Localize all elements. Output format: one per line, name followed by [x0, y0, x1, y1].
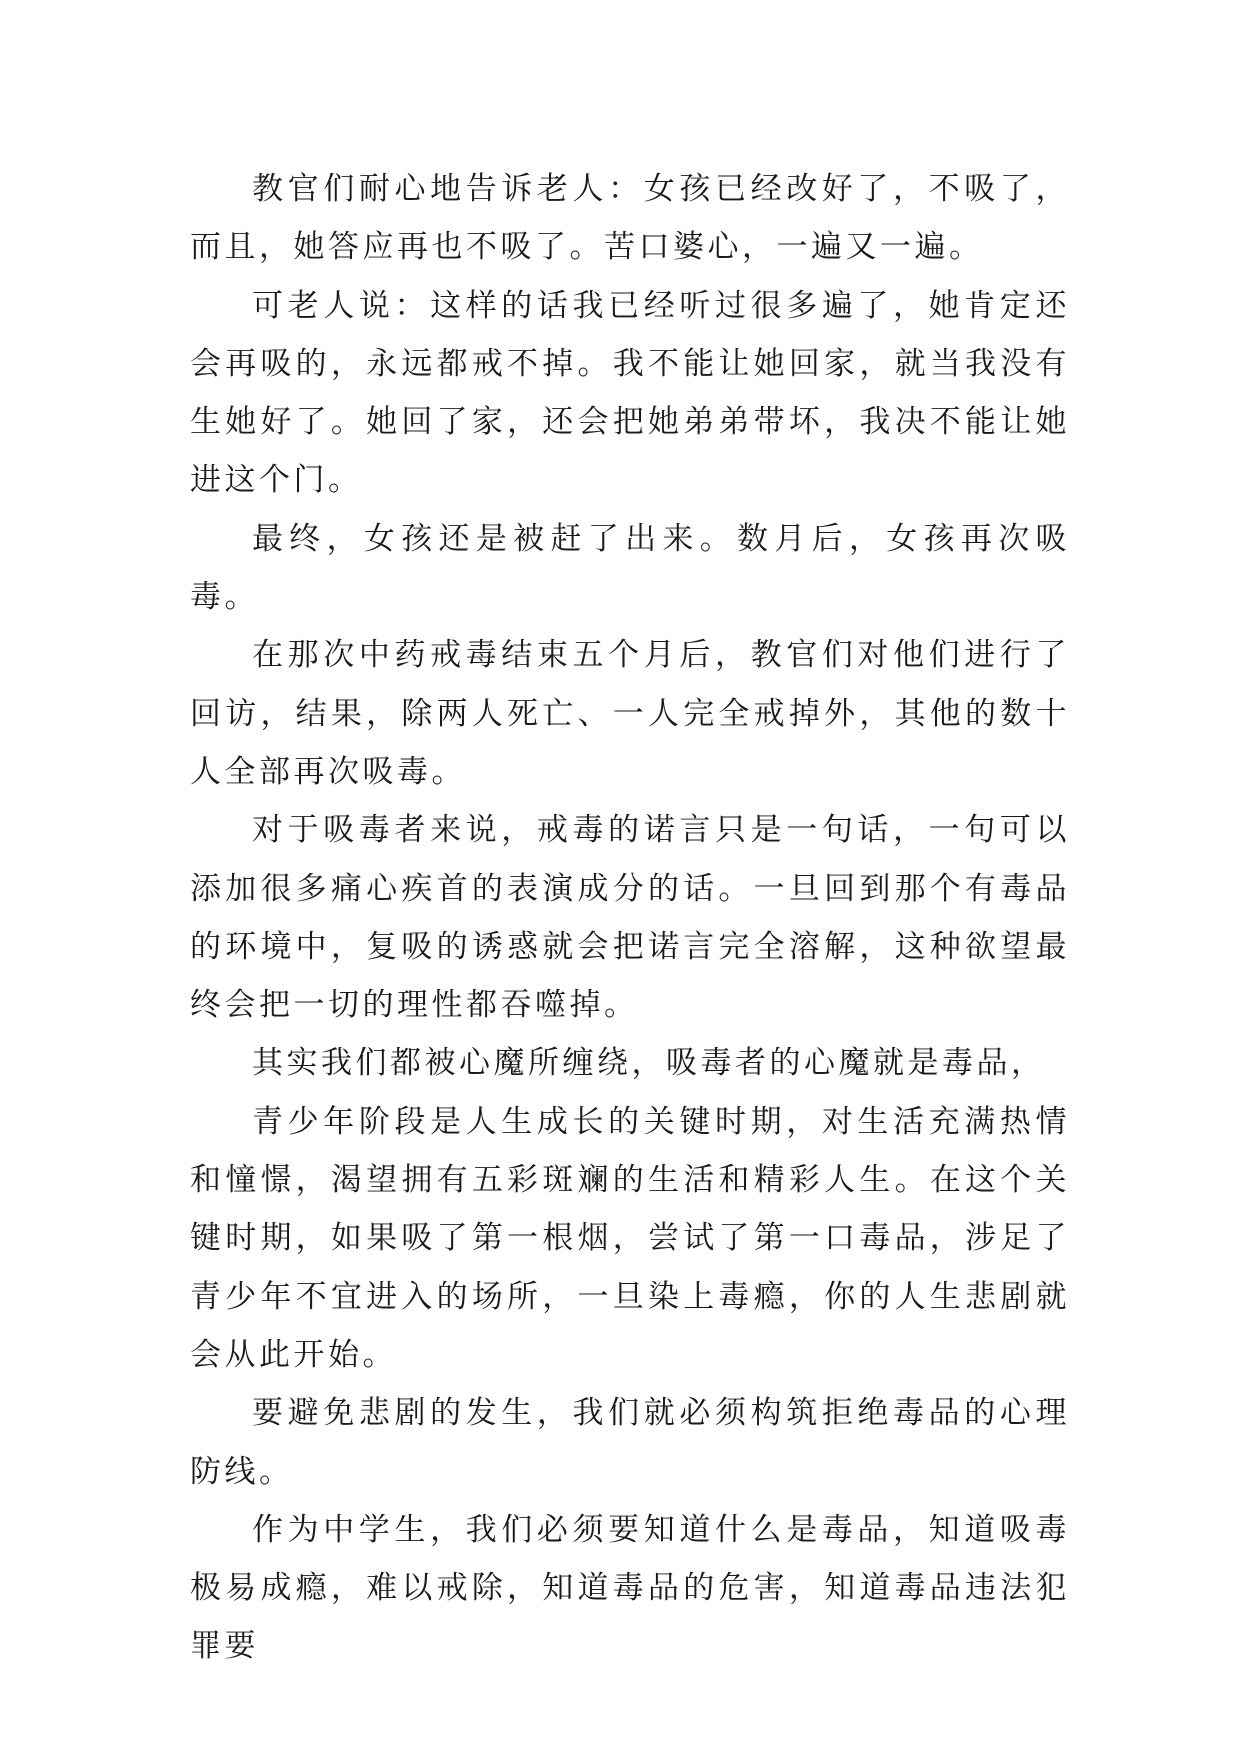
document-body — [190, 160, 1070, 1676]
paragraph-5: 对于吸毒者来说，戒毒的诺言只是一句话，一句可以添加很多痛心疾首的表演成分的话。一旦回到那个有毒品的环境中，复吸的诱惑就会把诺言完全溶解，这种欲望最终会把一切的理性都吞噬掉。 — [190, 812, 1070, 1024]
paragraph-1: 教官们耐心地告诉老人：女孩已经改好了，不吸了，而且，她答应再也不吸了。苦口婆心，一遍又一遍。 — [190, 171, 1070, 266]
paragraph-2: 可老人说：这样的话我已经听过很多遍了，她肯定还会再吸的，永远都戒不掉。我不能让她回家，就当我没有生她好了。她回了家，还会把她弟弟带坏，我决不能让她进这个门。 — [190, 287, 1070, 499]
paragraph-6: 其实我们都被心魔所缠绕，吸毒者的心魔就是毒品， — [252, 1045, 1046, 1082]
paragraph-4: 在那次中药戒毒结束五个月后，教官们对他们进行了回访，结果，除两人死亡、一人完全戒掉外，其他的数十人全部再次吸毒。 — [190, 637, 1070, 790]
paragraph-3: 最终，女孩还是被赶了出来。数月后，女孩再次吸毒。 — [190, 520, 1070, 616]
paragraph-7: 青少年阶段是人生成长的关键时期，对生活充满热情和憧憬，渴望拥有五彩斑斓的生活和精彩人生。在这个关键时期，如果吸了第一根烟，尝试了第一口毒品，涉足了青少年不宜进入的场所，一旦染上毒瘾，你的人生悲剧就会从此开始。 — [190, 1103, 1070, 1373]
paragraph-8: 要避免悲剧的发生，我们就必须构筑拒绝毒品的心理防线。 — [190, 1395, 1070, 1490]
paragraph-9: 作为中学生，我们必须要知道什么是毒品，知道吸毒极易成瘾，难以戒除，知道毒品的危害，知道毒品违法犯罪要 — [190, 1511, 1070, 1665]
